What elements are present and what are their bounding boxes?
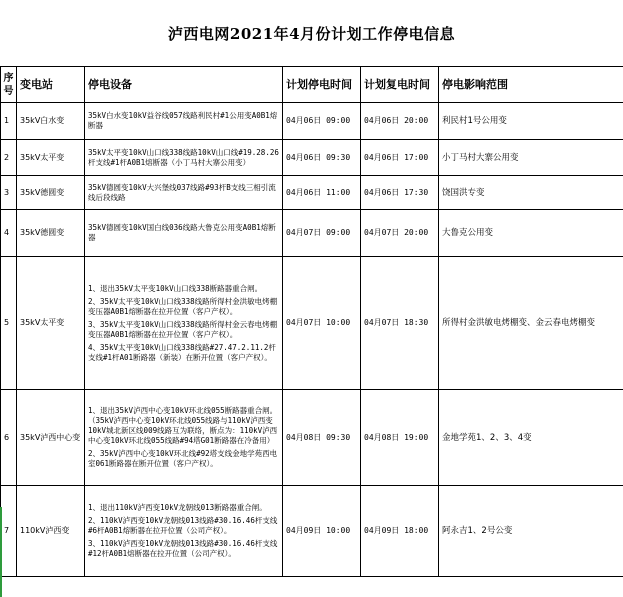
- equipment-cell: [85, 257, 283, 390]
- equipment-cell: [85, 210, 283, 257]
- equipment-line: 4、35kV太平变10kV山口线338线路#27.47.2.11.2杆支线#1杆A01断路器（新装）在断开位置（客户产权）。: [88, 342, 276, 362]
- start-time-cell: 04月07日 10:00: [283, 257, 361, 390]
- header-start-time: 计划停电时间: [283, 67, 361, 103]
- row-index: 3: [1, 176, 17, 210]
- equipment-line: 35kV德圆变10kV大兴堡线037线路#93杆B支线三相引流线后段线路: [88, 182, 276, 202]
- row-index: 4: [1, 210, 17, 257]
- start-time-cell: 04月07日 09:00: [283, 210, 361, 257]
- affected-area-cell: 饶国洪专变: [439, 176, 623, 210]
- equipment-line: 35kV太平变10kV山口线338线路10kV山口线#19.28.26杆支线#1杆A0B1熔断器（小丁马村大寨公用变）: [88, 147, 279, 167]
- table-row: [1, 140, 623, 176]
- substation-cell: 35kV德圆变: [17, 210, 85, 257]
- affected-area-cell: 阿永吉1、2号公变: [439, 486, 623, 577]
- header-end-time: 计划复电时间: [361, 67, 439, 103]
- equipment-line: 1、退出110kV泸西变10kV龙朝线013断路器重合闸。: [88, 503, 267, 512]
- header-affected-area: 停电影响范围: [439, 67, 623, 103]
- equipment-line: 2、35kV泸西中心变10kV环北线#92塔支线金地学苑西电室061断路器在断开位置（客户产权）。: [88, 449, 278, 468]
- end-time-cell: 04月06日 17:00: [361, 140, 439, 176]
- table-row: [1, 486, 623, 577]
- affected-area-cell: 利民村1号公用变: [439, 103, 623, 140]
- header-index: 序号: [1, 67, 17, 103]
- start-time-cell: 04月08日 09:30: [283, 390, 361, 486]
- affected-area-cell: 金地学苑1、2、3、4变: [439, 390, 623, 486]
- row-index: 1: [1, 103, 17, 140]
- cell-selection-edge: [0, 507, 2, 597]
- start-time-cell: 04月06日 09:00: [283, 103, 361, 140]
- row-index: 5: [1, 257, 17, 390]
- substation-cell: 110kV泸西变: [17, 486, 85, 577]
- equipment-cell: [85, 103, 283, 140]
- row-index: 7: [1, 486, 17, 577]
- header-substation: 变电站: [17, 67, 85, 103]
- end-time-cell: 04月08日 19:00: [361, 390, 439, 486]
- table-row: [1, 390, 623, 486]
- equipment-line: 35kV德圆变10kV国白线036线路大鲁克公用变A0B1熔断器: [88, 223, 276, 242]
- substation-cell: 35kV太平变: [17, 257, 85, 390]
- document-title: 泸西电网2021年4月份计划工作停电信息: [167, 24, 456, 43]
- end-time-cell: 04月07日 18:30: [361, 257, 439, 390]
- end-time-cell: 04月06日 20:00: [361, 103, 439, 140]
- equipment-line: 2、35kV太平变10kV山口线338线路所得村金洪敏电烤棚变压器A0B1熔断器在拉开位置（客户产权）。: [88, 296, 278, 316]
- substation-cell: 35kV泸西中心变: [17, 390, 85, 486]
- equipment-line: 35kV白水变10kV益谷线057线路利民村#1公用变A0B1熔断器: [88, 111, 278, 130]
- affected-area-cell: 大鲁克公用变: [439, 210, 623, 257]
- equipment-line: 1、退出35kV泸西中心变10kV环北线055断路器重合闸。（35kV泸西中心变10kV环北线055线路与110kV泸西变10kV城北新区线009线路互为联络，断点为：110kV泸西中心变10kV环北线055线路#94塔G01断路器在冷备用）: [88, 406, 278, 445]
- equipment-cell: [85, 176, 283, 210]
- equipment-line: 1、退出35kV太平变10kV山口线338断路器重合闸。: [88, 283, 263, 293]
- start-time-cell: 04月06日 09:30: [283, 140, 361, 176]
- header-equipment: 停电设备: [85, 67, 283, 103]
- outage-table: [0, 66, 623, 577]
- equipment-cell: [85, 486, 283, 577]
- substation-cell: 35kV白水变: [17, 103, 85, 140]
- end-time-cell: 04月09日 18:00: [361, 486, 439, 577]
- table-row: [1, 176, 623, 210]
- table-row: [1, 210, 623, 257]
- equipment-cell: [85, 140, 283, 176]
- start-time-cell: 04月09日 10:00: [283, 486, 361, 577]
- row-index: 6: [1, 390, 17, 486]
- start-time-cell: 04月06日 11:00: [283, 176, 361, 210]
- equipment-line: 3、110kV泸西变10kV龙朝线013线路#30.16.46杆支线#12杆A0B1熔断器在拉开位置（公司产权）。: [88, 539, 278, 558]
- table-row: [1, 103, 623, 140]
- table-header-row: [1, 67, 623, 103]
- affected-area-cell: 小丁马村大寨公用变: [439, 140, 623, 176]
- end-time-cell: 04月07日 20:00: [361, 210, 439, 257]
- affected-area-cell: 所得村金洪敏电烤棚变、金云春电烤棚变: [439, 257, 623, 390]
- equipment-cell: [85, 390, 283, 486]
- row-index: 2: [1, 140, 17, 176]
- equipment-line: 2、110kV泸西变10kV龙朝线013线路#30.16.46杆支线#6杆A0B1熔断器在拉开位置（公司产权）。: [88, 516, 278, 535]
- equipment-line: 3、35kV太平变10kV山口线338线路所得村金云春电烤棚变压器A0B1熔断器在拉开位置（客户产权）。: [88, 319, 278, 339]
- substation-cell: 35kV德圆变: [17, 176, 85, 210]
- end-time-cell: 04月06日 17:30: [361, 176, 439, 210]
- substation-cell: 35kV太平变: [17, 140, 85, 176]
- table-row: [1, 257, 623, 390]
